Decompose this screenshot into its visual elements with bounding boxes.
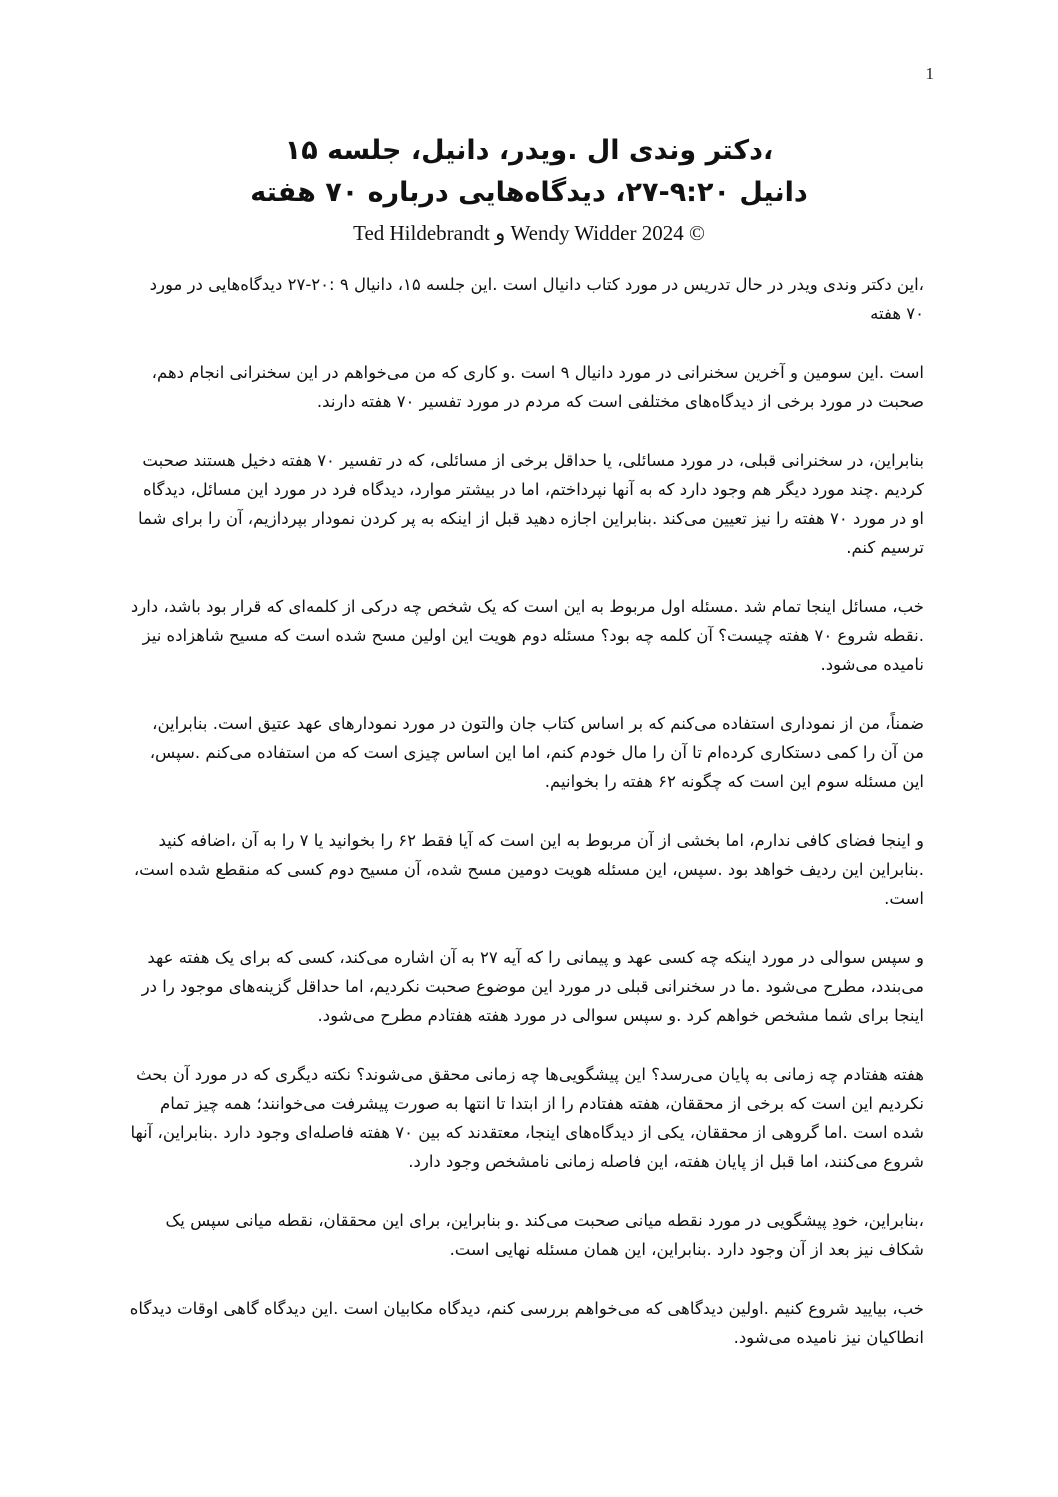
title-line-2: دانیل ۹:۲۰-۲۷، دیدگاه‌هایی درباره ۷۰ هفته <box>250 177 808 208</box>
paragraph: ،بنابراین، خودِ پیشگویی در مورد نقطه میانی صحبت می‌کند .و بنابراین، برای این محققان، نقطه میانی سپس یک شکاف نیز بعد از آن وجود دارد .بنابراین، این همان مسئله نهایی است. <box>165 1211 924 1259</box>
title-block <box>130 130 928 248</box>
paragraph: ضمناً، من از نموداری استفاده می‌کنم که بر اساس کتاب جان والتون در مورد نمودارهای عهد عتیق است. بنابراین، من آن را کمی دستکاری کرده‌ام تا آن را مال خودم کنم، اما این اساس چیزی است که من استفاده می‌کنم .سپس، این مسئله سوم این است که چگونه ۶۲ هفته را بخوانیم. <box>149 714 924 791</box>
page-number: 1 <box>925 64 934 83</box>
title-line-1: ،دکتر وندی ال .ویدر، دانیل، جلسه ۱۵ <box>284 135 774 166</box>
paragraph: خب، مسائل اینجا تمام شد .مسئله اول مربوط به این است که یک شخص چه درکی از کلمه‌ای که قرار بود باشد، دارد .نقطه شروع ۷۰ هفته چیست؟ آن کلمه چه بود؟ مسئله دوم هویت این اولین مسح شده است که مسیح شاهزاده نیز نامیده می‌شود. <box>130 597 924 674</box>
paragraph: است .این سومین و آخرین سخنرانی در مورد دانیال ۹ است .و کاری که من می‌خواهم در این سخنرانی انجام دهم، صحبت در مورد برخی از دیدگاه‌های مختلفی است که مردم در مورد تفسیر ۷۰ هفته دارند. <box>151 363 924 411</box>
paragraph: و اینجا فضای کافی ندارم، اما بخشی از آن مربوط به این است که آیا فقط ۶۲ را بخوانید یا ۷ را به آن ،اضافه کنید .بنابراین این ردیف خواهد بود .سپس، این مسئله هویت دومین مسح شده، آن مسیح دوم کسی که منقطع شده است، است. <box>133 831 924 908</box>
paragraph: خب، بیایید شروع کنیم .اولین دیدگاهی که می‌خواهم بررسی کنم، دیدگاه مکابیان است .این دیدگاه گاهی اوقات دیدگاه انطاکیان نیز نامیده می‌شود. <box>129 1299 924 1347</box>
paragraph: بنابراین، در سخنرانی قبلی، در مورد مسائلی، یا حداقل برخی از مسائلی، که در تفسیر ۷۰ هفته دخیل هستند صحبت کردیم .چند مورد دیگر هم وجود دارد که به آنها نپرداختم، اما در بیشتر موارد، دیدگاه فرد در مورد این مسائل، دیدگاه او در مورد ۷۰ هفته را نیز تعیین می‌کند .بنابراین اجازه دهید قبل از اینکه به پر کردن نمودار بپردازیم، آن را برای شما ترسیم کنم. <box>137 451 924 557</box>
paragraph: و سپس سوالی در مورد اینکه چه کسی عهد و پیمانی را که آیه ۲۷ به آن اشاره می‌کند، کسی که برای یک هفته عهد می‌بندد، مطرح می‌شود .ما در سخنرانی قبلی در مورد این موضوع صحبت نکردیم، اما حداقل گزینه‌های موجود را در اینجا برای شما مشخص خواهم کرد .و سپس سوالی در مورد هفته هفتادم مطرح می‌شود. <box>141 948 924 1025</box>
paragraph: ،این دکتر وندی ویدر در حال تدریس در مورد کتاب دانیال است .این جلسه ۱۵، دانیال ۹ :۲۰-۲۷ دیدگاه‌هایی در مورد ۷۰ هفته <box>149 275 924 323</box>
paragraph: هفته هفتادم چه زمانی به پایان می‌رسد؟ این پیشگویی‌ها چه زمانی محقق می‌شوند؟ نکته دیگری که در مورد آن بحث نکردیم این است که برخی از محققان، هفته هفتادم را از ابتدا تا انتها به صورت پیشرفت می‌خوانند؛ همه چیز تمام شده است .اما گروهی از محققان، یکی از دیدگاه‌های اینجا، معتقدند که بین ۷۰ هفته فاصله‌ای وجود دارد .بنابراین، آنها شروع می‌کنند، اما قبل از پایان هفته، این فاصله زمانی نامشخص وجود دارد. <box>130 1065 924 1171</box>
document-body <box>128 270 924 1382</box>
copyright-line: © 2024 Wendy Widder و Ted Hildebrandt <box>353 221 705 245</box>
